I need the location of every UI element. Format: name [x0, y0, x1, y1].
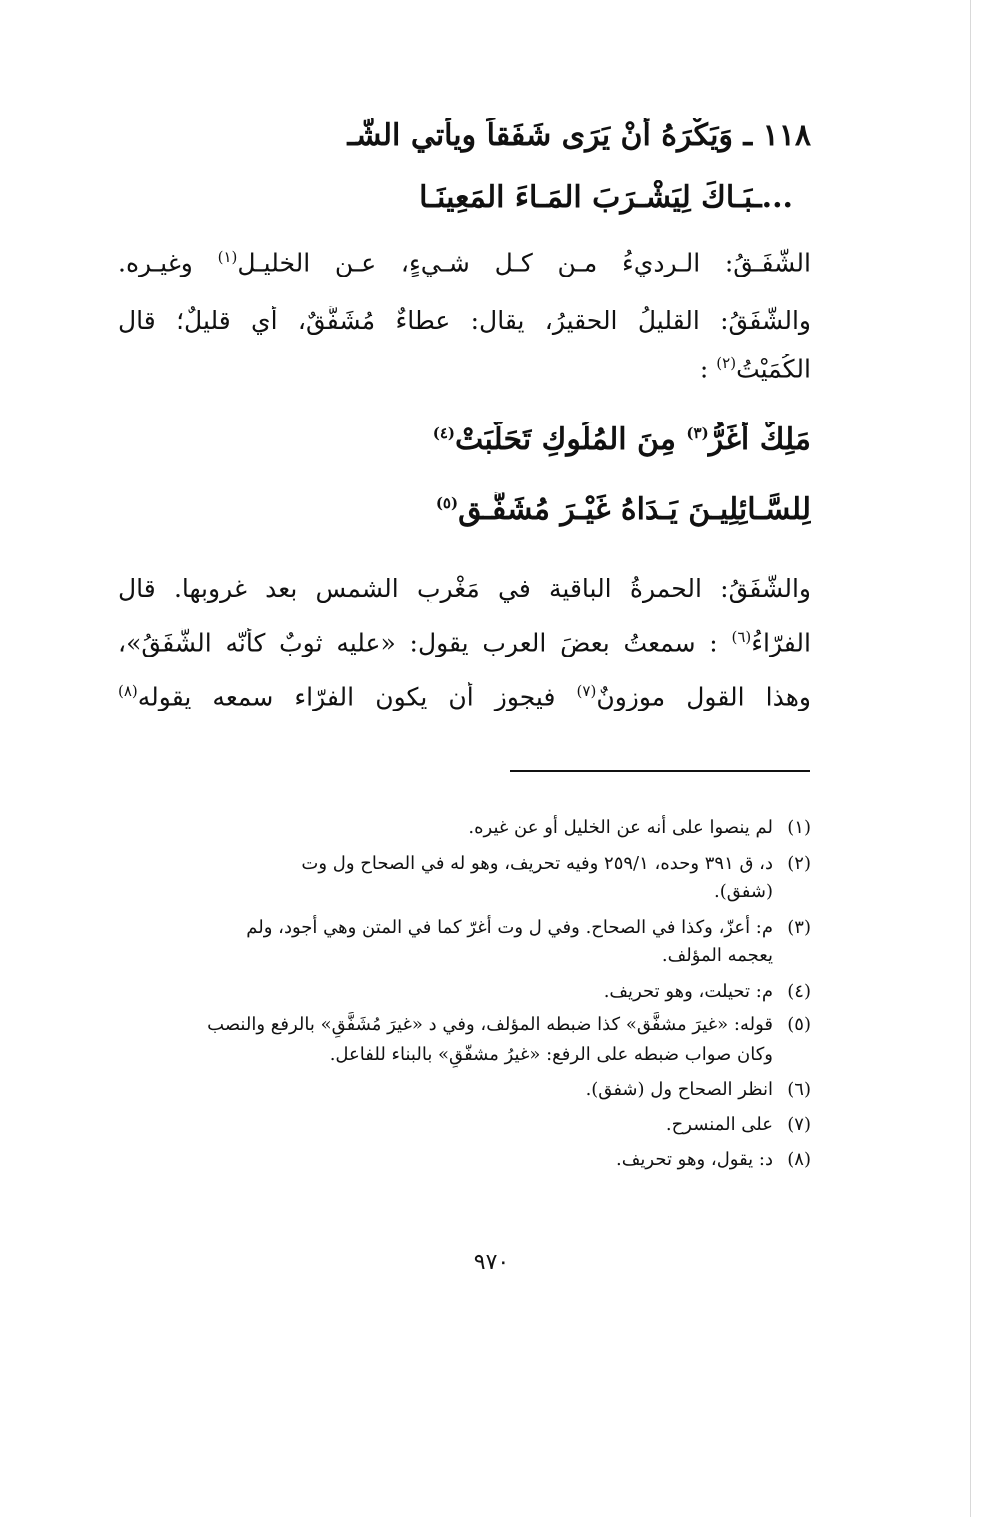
verse-line-2 — [118, 180, 793, 215]
footnote-4 — [118, 979, 811, 1005]
p2-line2-b: : سمعتُ بعضَ العرب يقول: «عليه ثوبٌ كأنّه الشَّفَقُ»، — [118, 628, 732, 658]
paragraph-2-line-1 — [118, 574, 811, 603]
footnote-number: (٤) — [787, 981, 811, 1002]
paragraph-2-line-2 — [118, 628, 811, 657]
footnote-number: (١) — [787, 817, 811, 838]
footnote-ref-1: (١) — [217, 248, 238, 266]
scan-edge-line — [970, 0, 971, 1517]
poem-line1-b: مِنَ المُلُوكِ تَحَلَّبَتْ — [455, 422, 687, 457]
footnote-text: م: تحيلت، وهو تحريف. — [603, 981, 773, 1002]
footnote-ref-2: (٢) — [716, 354, 737, 372]
footnote-text: د، ق ٣٩١ وحده، ٢٥٩/١ وفيه تحريف، وهو له في الصحاح ول وت — [301, 853, 773, 874]
footnote-ref-8: (٨) — [118, 682, 138, 700]
footnote-number: (٧) — [787, 1114, 811, 1135]
footnote-7 — [118, 1112, 811, 1138]
p1-line1-end: وغيـره. — [118, 248, 218, 278]
verse-line-1 — [118, 118, 811, 153]
page-number: ٩٧٠ — [473, 1250, 510, 1275]
verse-line-2-text: ...ـبَـاكَ لِيَشْـرَبَ المَـاءَ المَعِينَـا — [419, 180, 793, 215]
poem-line-2 — [118, 492, 811, 527]
footnote-ref-4: (٤) — [432, 424, 456, 442]
footnote-ref-5: (٥) — [435, 494, 459, 512]
footnote-2 — [118, 851, 811, 877]
p1-line2-text: والشّفَقُ: القليلُ الحقيرُ، يقال: عطاءٌ مُشَفَّقٌ، أي قليلٌ؛ قال — [118, 306, 811, 335]
poem-line2-text: لِلسَّـائِلِيـنَ يَـدَاهُ غَيْـرَ مُشَفَّـقِ — [458, 492, 811, 527]
p2-line3-b: فيجوز أن يكون الفرّاء سمعه يقوله — [137, 682, 577, 712]
footnote-3-cont — [118, 943, 773, 969]
footnote-text: يعجمه المؤلف. — [661, 945, 773, 966]
footnote-number: (٢) — [787, 853, 811, 874]
footnote-5 — [118, 1012, 811, 1038]
paragraph-1-line-2 — [118, 306, 811, 335]
footnote-separator — [510, 770, 810, 772]
footnote-text: انظر الصحاح ول (شفق). — [585, 1079, 773, 1100]
p1-line3-text: الكُمَيْتُ — [736, 354, 811, 384]
footnote-text: على المنسرح. — [665, 1114, 773, 1135]
footnote-ref-7: (٧) — [576, 682, 597, 700]
footnote-text: وكان صواب ضبطه على الرفع: «غيرُ مشفّقٍ» بالبناء للفاعل. — [329, 1044, 773, 1065]
p2-line2-a: الفرّاءُ — [751, 628, 811, 658]
footnote-3 — [118, 915, 811, 941]
footnote-text: لم ينصوا على أنه عن الخليل أو عن غيره. — [468, 817, 773, 838]
footnote-text: قوله: «غيرَ مشفَّق» كذا ضبطه المؤلف، وفي د «غيرَ مُشَفَّقٍ» بالرفع والنصب — [207, 1014, 773, 1035]
footnote-5-cont — [118, 1042, 773, 1068]
footnote-6 — [118, 1077, 811, 1103]
p2-line3-a: وهذا القول موزونٌ — [596, 682, 811, 712]
footnote-2-cont — [118, 879, 773, 905]
footnote-8 — [118, 1147, 811, 1173]
p2-line1-text: والشَّفَقُ: الحمرةُ الباقية في مَغْرِبِ الشمس بعد غروبِها. قال — [118, 574, 811, 603]
footnote-text: (شفق). — [714, 881, 773, 902]
paragraph-1-line-1 — [118, 248, 811, 277]
footnote-number: (٣) — [787, 917, 811, 938]
footnote-number: (٦) — [787, 1079, 811, 1100]
footnote-ref-3: (٣) — [686, 424, 709, 442]
footnote-number: (٨) — [787, 1149, 811, 1170]
footnote-text: م: أعزّ، وكذا في الصحاح. وفي ل وت أغرّ كما في المتن وهي أجود، ولم — [246, 917, 773, 938]
p1-line1-text: الشّفَـقُ: الـرديءُ مـن كـل شـيءٍ، عـن الخليـل — [237, 248, 811, 278]
verse-line-1-text: ١١٨ ـ وَيَكْرَهُ أَنْ يَرَى شَفَقاً ويأتي الشّـ — [347, 118, 811, 153]
footnote-text: د: يقول، وهو تحريف. — [616, 1149, 773, 1170]
p1-line3-end: : — [699, 354, 717, 384]
poem-line-1 — [118, 422, 811, 457]
paragraph-1-line-3 — [118, 354, 811, 383]
paragraph-2-line-3 — [118, 682, 811, 711]
footnote-ref-6: (٦) — [731, 628, 752, 646]
footnote-number: (٥) — [787, 1014, 811, 1035]
poem-line1-a: مَلِكٌ أَغَرُّ — [708, 422, 811, 457]
footnote-1 — [118, 815, 811, 841]
